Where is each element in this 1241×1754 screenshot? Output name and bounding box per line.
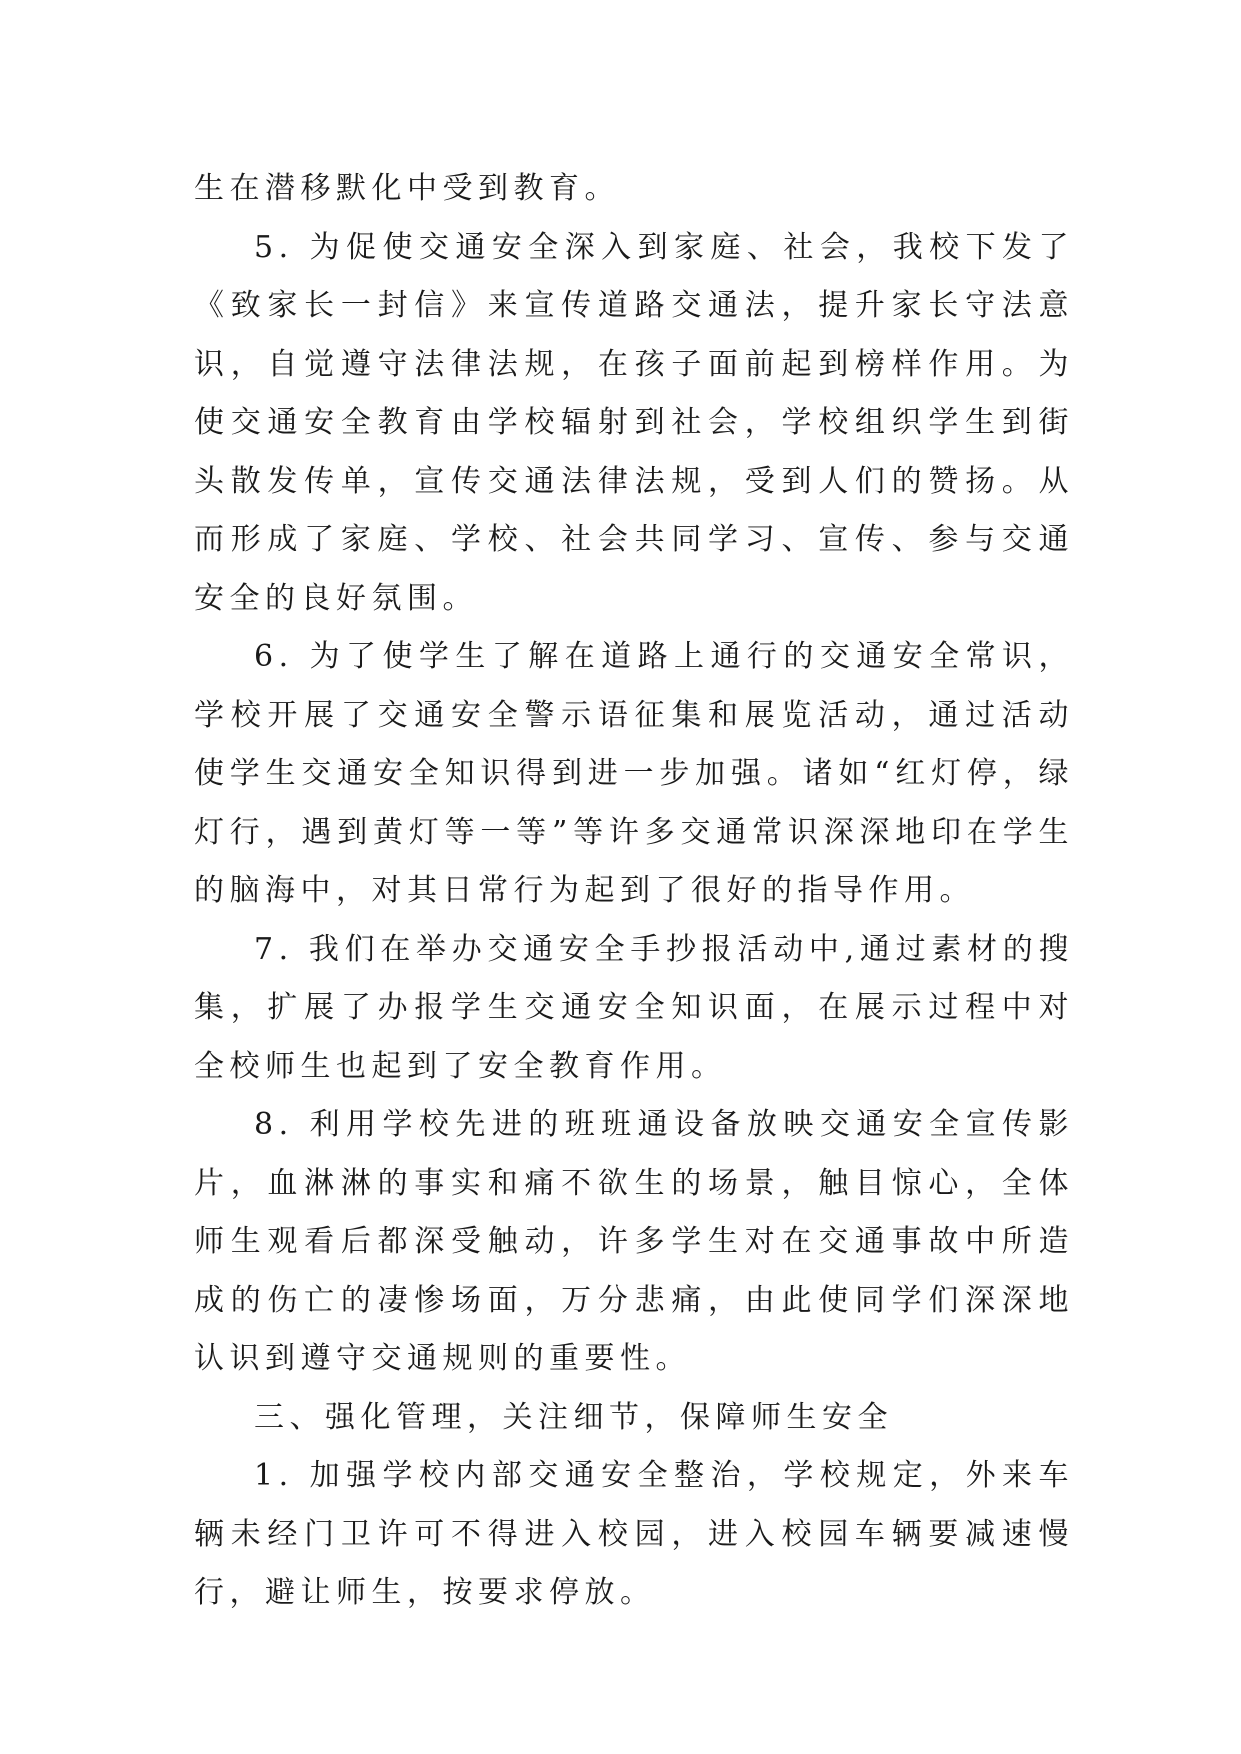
paragraph-item-7: 7. 我们在举办交通安全手抄报活动中,通过素材的搜集，扩展了办报学生交通安全知识面，在展示过程中对全校师生也起到了安全教育作用。: [194, 931, 1074, 1084]
section-heading-3: 三、强化管理，关注细节，保障师生安全: [254, 1399, 893, 1435]
paragraph-item-5: 5. 为促使交通安全深入到家庭、社会，我校下发了《致家长一封信》来宣传道路交通法，提升家长守法意识，自觉遵守法律法规，在孩子面前起到榜样作用。为使交通安全教育由学校辐射到社会，学校组织学生到街头散发传单，宣传交通法律法规，受到人们的赞扬。从而形成了家庭、学校、社会共同学习、宣传、参与交通安全的良好氛围。: [194, 229, 1074, 616]
paragraph-item-6: 6. 为了使学生了解在道路上通行的交通安全常识，学校开展了交通安全警示语征集和展览活动，通过活动使学生交通安全知识得到进一步加强。诸如“红灯停，绿灯行，遇到黄灯等一等”等许多交通常识深深地印在学生的脑海中，对其日常行为起到了很好的指导作用。: [194, 639, 1074, 908]
paragraph-item-8: 8. 利用学校先进的班班通设备放映交通安全宣传影片，血淋淋的事实和痛不欲生的场景，触目惊心，全体师生观看后都深受触动，许多学生对在交通事故中所造成的伤亡的凄惨场面，万分悲痛，由此使同学们深深地认识到遵守交通规则的重要性。: [194, 1107, 1074, 1376]
document-body: [194, 160, 1074, 1623]
paragraph-section3-item-1: 1. 加强学校内部交通安全整治，学校规定，外来车辆未经门卫许可不得进入校园，进入校园车辆要减速慢行，避让师生，按要求停放。: [194, 1458, 1074, 1610]
paragraph-continuation: 生在潜移默化中受到教育。: [194, 171, 620, 206]
